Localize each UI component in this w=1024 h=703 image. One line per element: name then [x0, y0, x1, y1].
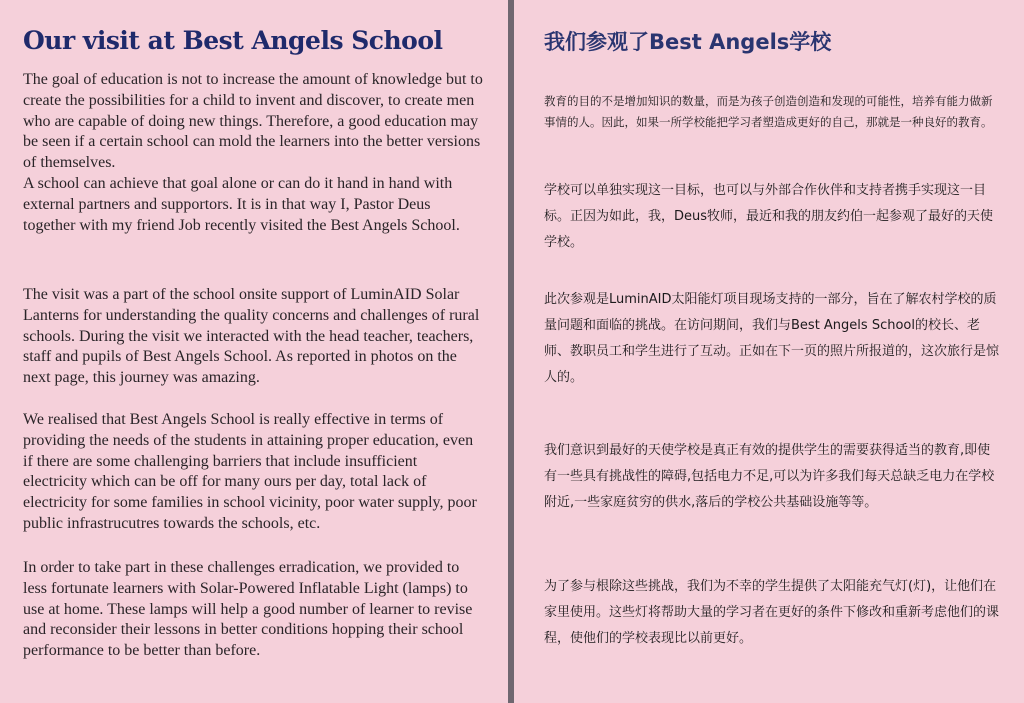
english-paragraph-3: The visit was a part of the school onsite support of LuminAID Solar Lanterns for understanding the quality concerns and challenges of rural schools. During the visit we interacted with the head teacher, teachers, staff and pupils of Best Angels School. As reported in photos on the next page, this journey was amazing. — [23, 286, 480, 387]
chinese-paragraph-3: 此次参观是LuminAID太阳能灯项目现场支持的一部分，旨在了解农村学校的质量问题和面临的挑战。在访问期间，我们与Best Angels School的校长、老师、教职员工和学生进行了互动。正如在下一页的照片所报道的，这次旅行是惊人的。 — [544, 292, 1000, 385]
chinese-title: 我们参观了Best Angels学校 — [544, 30, 832, 54]
chinese-paragraph-4: 我们意识到最好的天使学校是真正有效的提供学生的需要获得适当的教育,即使有一些具有挑战性的障碍,包括电力不足,可以为许多我们每天总缺乏电力在学校附近,一些家庭贫穷的供水,落后的学校公共基础设施等等。 — [544, 443, 995, 510]
chinese-page — [514, 0, 1024, 703]
english-paragraph-4: We realised that Best Angels School is really effective in terms of providing the needs of the students in attaining proper education, even if there are some challenging barriers that include insufficient electricity which can be off for many ours per day, total lack of electricity for some families in school vicinity, poor water supply, poor public infrastrucutres towards the schools, etc. — [23, 411, 477, 532]
english-paragraph-1: The goal of education is not to increase the amount of knowledge but to create the possibilities for a child to invent and discover, to create men who are capable of doing new things. Therefore, a good education may be seen if a certain school can mold the learners into the better versions of themselves. — [23, 71, 483, 172]
chinese-paragraph-1: 教育的目的不是增加知识的数量，而是为孩子创造创造和发现的可能性，培养有能力做新事情的人。因此，如果一所学校能把学习者塑造成更好的自己，那就是一种良好的教育。 — [544, 94, 993, 129]
chinese-paragraph-5: 为了参与根除这些挑战，我们为不幸的学生提供了太阳能充气灯(灯)，让他们在家里使用。这些灯将帮助大量的学习者在更好的条件下修改和重新考虑他们的课程，使他们的学校表现比以前更好。 — [544, 579, 1000, 646]
english-title: Our visit at Best Angels School — [23, 26, 443, 55]
english-paragraph-2: A school can achieve that goal alone or can do it hand in hand with external partners and supportors. It is in that way I, Pastor Deus together with my friend Job recently visited the Best Angels School. — [23, 175, 460, 234]
english-paragraph-5: In order to take part in these challenges erradication, we provided to less fortunate learners with Solar-Powered Inflatable Light (lamps) to use at home. These lamps will help a good number of learner to revise and reconsider their lessons in better conditions hopping their school performance to be better than before. — [23, 559, 473, 660]
english-page — [0, 0, 508, 703]
chinese-paragraph-2: 学校可以单独实现这一目标，也可以与外部合作伙伴和支持者携手实现这一目标。正因为如此，我，Deus牧师，最近和我的朋友约伯一起参观了最好的天使学校。 — [544, 183, 994, 250]
